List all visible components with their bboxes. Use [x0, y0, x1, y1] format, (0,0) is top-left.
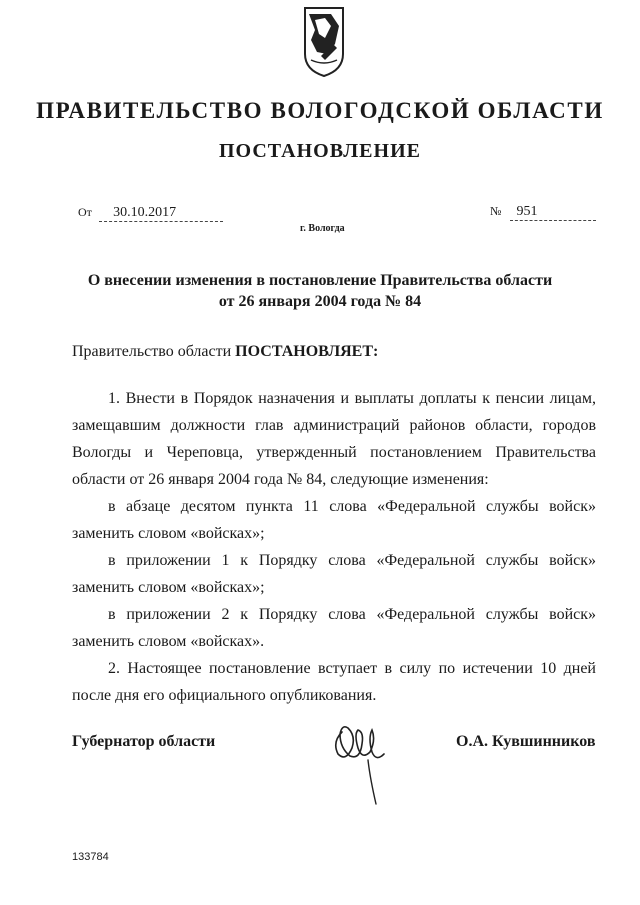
number-line: [490, 204, 596, 221]
registration-number: 133784: [72, 851, 109, 863]
coat-of-arms-icon: [301, 4, 347, 80]
paragraph-change-2: в приложении 1 к Порядку слова «Федеральной службы войск» заменить словом «войсках»;: [72, 552, 596, 596]
subject-line-2: от 26 января 2004 года № 84: [218, 293, 422, 310]
preamble-action: ПОСТАНОВЛЯЕТ:: [235, 343, 379, 360]
date-label: От: [78, 205, 92, 219]
preamble: [72, 343, 378, 361]
city: г. Вологда: [300, 223, 345, 234]
preamble-prefix: Правительство области: [72, 343, 232, 360]
document-date: 30.10.2017: [99, 205, 223, 222]
subject-line-1: О внесении изменения в постановление Правительства области: [87, 272, 553, 289]
handwritten-signature-icon: [328, 708, 388, 806]
paragraph-change-1: в абзаце десятом пункта 11 слова «Федеральной службы войск» заменить словом «войсках»;: [72, 498, 596, 542]
date-line: [78, 204, 223, 222]
document-type: ПОСТАНОВЛЕНИЕ: [219, 140, 421, 162]
government-title: ПРАВИТЕЛЬСТВО ВОЛОГОДСКОЙ ОБЛАСТИ: [36, 98, 604, 123]
paragraph-item-2: 2. Настоящее постановление вступает в силу по истечении 10 дней после дня его официального опубликования.: [72, 660, 596, 704]
signatory-name: О.А. Кувшинников: [456, 733, 596, 750]
signatory-position: Губернатор области: [72, 733, 216, 750]
paragraph-change-3: в приложении 2 к Порядку слова «Федеральной службы войск» заменить словом «войсках».: [72, 606, 596, 650]
paragraph-item-1: 1. Внести в Порядок назначения и выплаты доплаты к пенсии лицам, замещавшим должности глав администраций районов области, городов Вологды и Череповца, утвержденный постановлением Правительства области от 26 января 2004 года № 84, следующие изменения:: [72, 390, 596, 488]
subject: [0, 270, 640, 312]
document-number: 951: [510, 204, 596, 221]
number-label: №: [490, 204, 502, 218]
